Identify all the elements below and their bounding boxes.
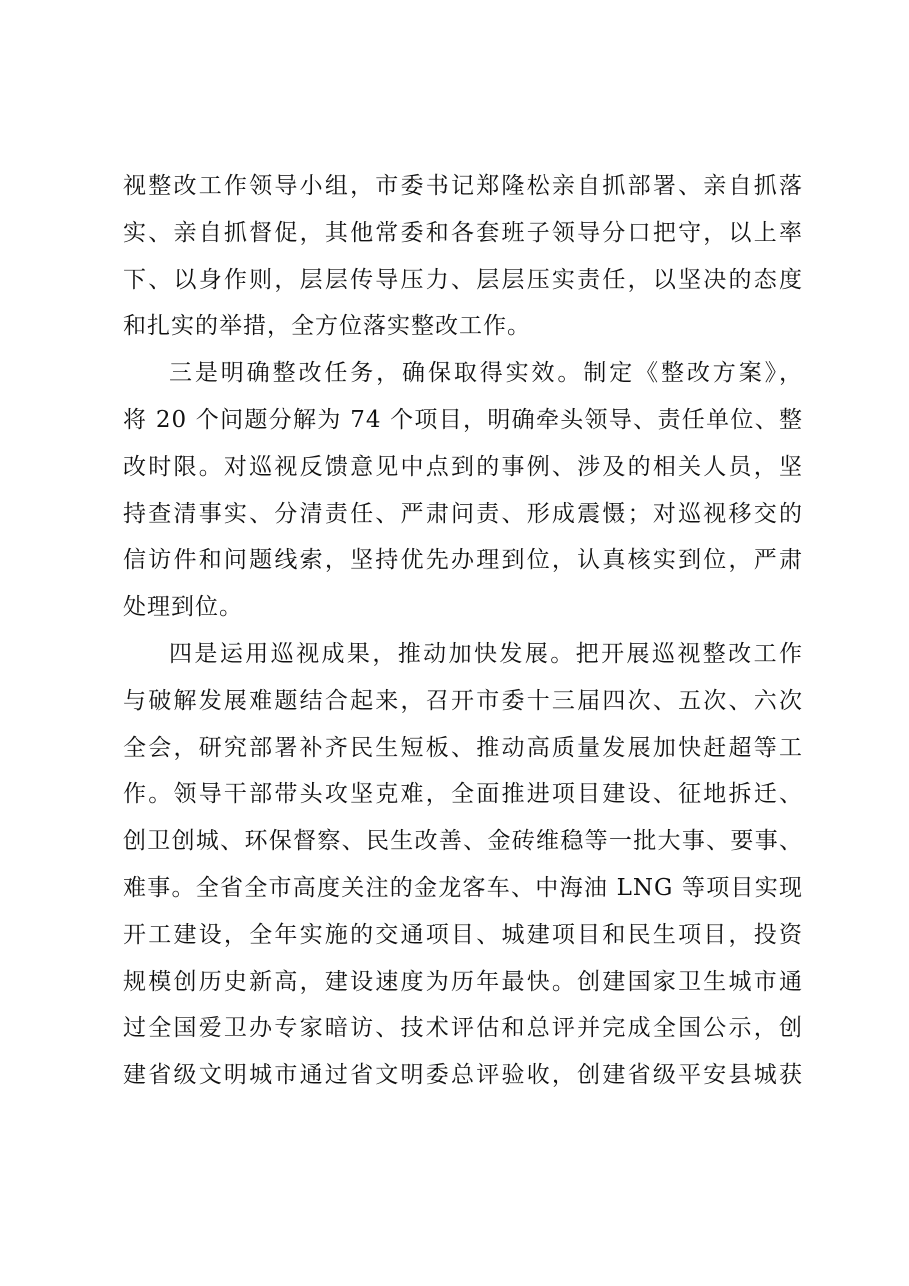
text-line: 视整改工作领导小组，市委书记郑隆松亲自抓部署、亲自抓落 — [123, 173, 803, 199]
paragraph-3 — [123, 631, 803, 1099]
text-line: 下、以身作则，层层传导压力、层层压实责任，以坚决的态度 — [123, 266, 803, 293]
paragraph-2 — [123, 350, 803, 631]
text-line: 难事。全省全市高度关注的金龙客车、中海油 LNG 等项目实现 — [123, 874, 803, 901]
text-line: 改时限。对巡视反馈意见中点到的事例、涉及的相关人员，坚 — [123, 453, 803, 480]
text-line: 全会，研究部署补齐民生短板、推动高质量发展加快赶超等工 — [123, 734, 803, 761]
text-line: 与破解发展难题结合起来，召开市委十三届四次、五次、六次 — [123, 687, 803, 714]
document-body — [123, 163, 803, 1099]
text-line: 三是明确整改任务，确保取得实效。制定《整改方案》， — [169, 360, 803, 387]
text-line: 开工建设，全年实施的交通项目、城建项目和民生项目，投资 — [123, 921, 803, 948]
text-line: 和扎实的举措，全方位落实整改工作。 — [123, 313, 531, 340]
text-line: 建省级文明城市通过省文明委总评验收，创建省级平安县城获 — [123, 1062, 803, 1089]
text-line: 作。领导干部带头攻坚克难，全面推进项目建设、征地拆迁、 — [123, 781, 803, 808]
text-line: 持查清事实、分清责任、严肃问责、形成震慑；对巡视移交的 — [123, 500, 803, 527]
text-line: 信访件和问题线索，坚持优先办理到位，认真核实到位，严肃 — [123, 547, 803, 574]
text-line: 实、亲自抓督促，其他常委和各套班子领导分口把守，以上率 — [123, 219, 803, 246]
paragraph-1 — [123, 163, 803, 350]
text-line: 规模创历史新高，建设速度为历年最快。创建国家卫生城市通 — [123, 968, 803, 995]
text-line: 将 20 个问题分解为 74 个项目，明确牵头领导、责任单位、整 — [123, 406, 803, 433]
text-line: 过全国爱卫办专家暗访、技术评估和总评并完成全国公示，创 — [123, 1015, 803, 1042]
text-line: 创卫创城、环保督察、民生改善、金砖维稳等一批大事、要事、 — [123, 828, 803, 855]
text-line: 四是运用巡视成果，推动加快发展。把开展巡视整改工作 — [169, 640, 803, 667]
text-line: 处理到位。 — [123, 594, 243, 621]
